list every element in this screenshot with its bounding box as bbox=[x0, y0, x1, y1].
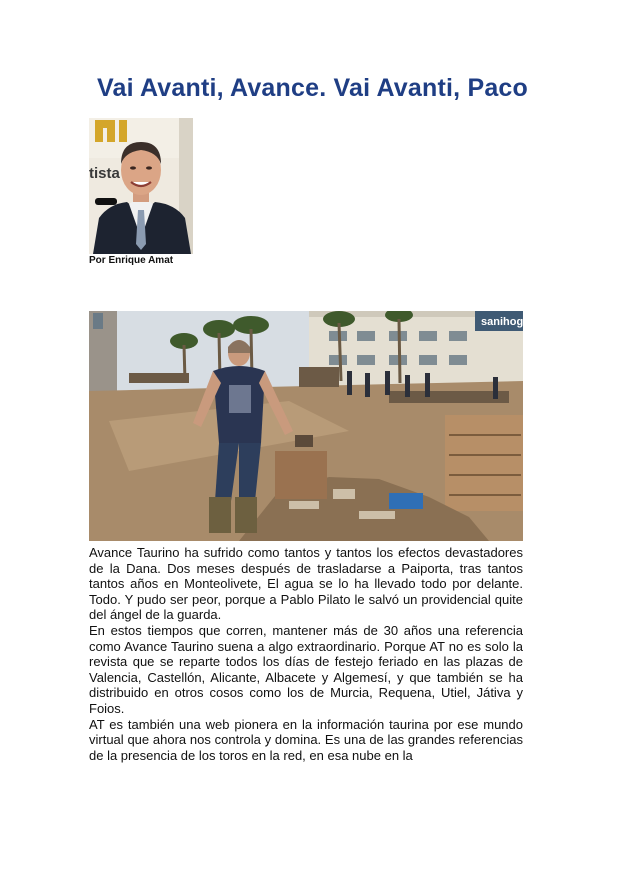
portrait-sign-text: tista bbox=[89, 165, 120, 182]
article-body bbox=[89, 545, 523, 763]
author-byline: Por Enrique Amat bbox=[89, 255, 174, 266]
article-paragraph: AT es también una web pionera en la información taurina por ese mundo virtual que ahora nos controla y domina. Es una de las grandes referencias de la presencia de los toros en la red, en esa nube en la bbox=[89, 716, 523, 763]
article-paragraph: En estos tiempos que corren, mantener más de 30 años una referencia como Avance Taurino suena a algo extraordinario. Porque AT no es solo la revista que se reparte todos los días de festejo feriado en las plazas de Valencia, Castellón, Alicante, Albacete y Algemesí, y que también se ha distribuido en otros cosos como los de Murcia, Requena, Utiel, Játiva y Foios. bbox=[89, 622, 523, 716]
flood-damage-photo bbox=[89, 311, 523, 541]
article-title: Vai Avanti, Avance. Vai Avanti, Paco bbox=[97, 74, 528, 102]
author-portrait bbox=[89, 118, 193, 254]
article-paragraph: Avance Taurino ha sufrido como tantos y tantos los efectos devastadores de la Dana. Dos meses después de trasladarse a Paiporta, tras tantos tantos años en Monteolivete, El agua se lo ha llevado todo por delante. Todo. Y pudo ser peor, porque a Pablo Pilato le salvó un providencial quite del ángel de la guarda. bbox=[89, 545, 523, 623]
photo-sign-text: sanihog bbox=[481, 316, 523, 328]
